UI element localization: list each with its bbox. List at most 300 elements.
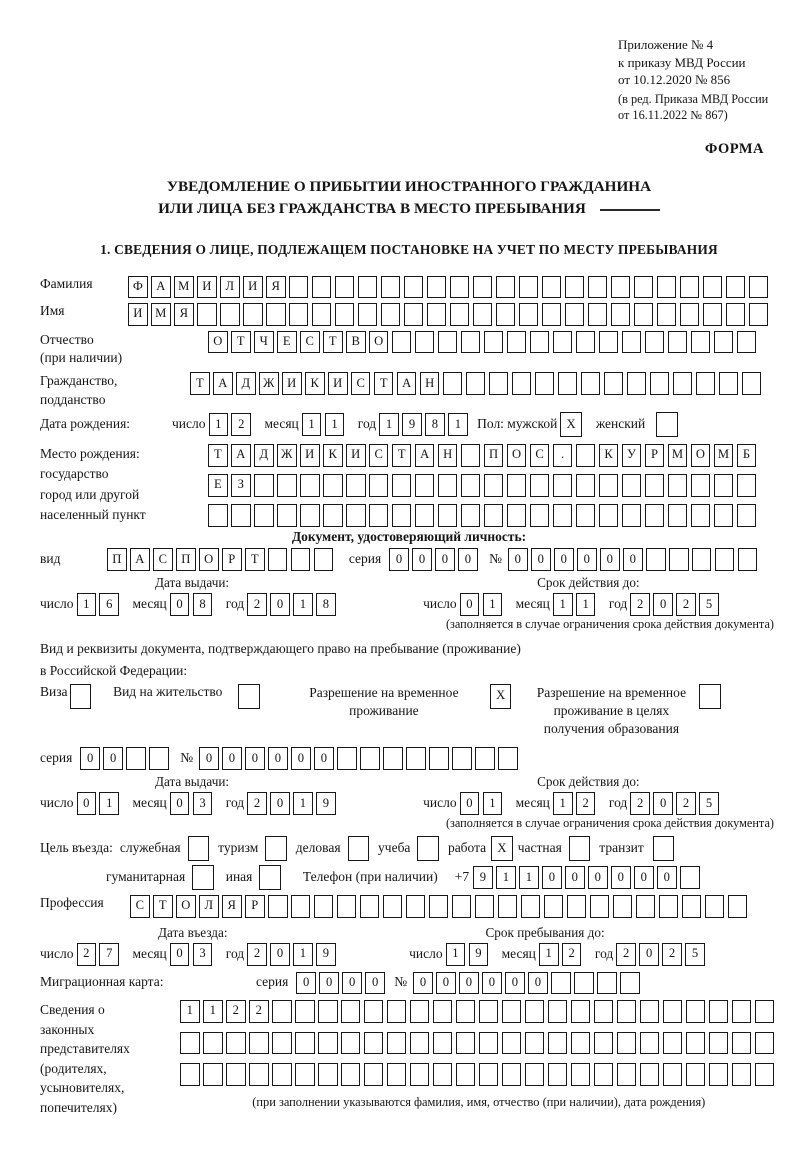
char-box[interactable]: 0 <box>639 943 659 966</box>
char-box[interactable] <box>266 303 286 326</box>
char-box[interactable]: П <box>484 444 504 467</box>
char-box[interactable]: 0 <box>77 792 97 815</box>
char-box[interactable] <box>466 372 486 395</box>
char-box[interactable]: 0 <box>577 548 597 571</box>
char-box[interactable] <box>548 1000 568 1023</box>
char-box[interactable] <box>489 372 509 395</box>
char-box[interactable]: Т <box>208 444 228 467</box>
char-box[interactable]: 0 <box>268 747 288 770</box>
char-box[interactable] <box>337 895 357 918</box>
char-box[interactable] <box>535 372 555 395</box>
char-box[interactable] <box>456 1032 476 1055</box>
char-box[interactable] <box>383 747 403 770</box>
char-box[interactable] <box>553 504 573 527</box>
char-box[interactable]: . <box>553 444 573 467</box>
char-box[interactable] <box>323 504 343 527</box>
char-box[interactable] <box>358 303 378 326</box>
char-box[interactable] <box>417 836 439 861</box>
char-box[interactable] <box>709 1063 729 1086</box>
char-box[interactable] <box>289 303 309 326</box>
char-box[interactable] <box>525 1032 545 1055</box>
char-box[interactable]: 1 <box>483 593 503 616</box>
char-box[interactable]: 1 <box>576 593 596 616</box>
char-box[interactable] <box>346 474 366 497</box>
char-box[interactable] <box>653 836 675 861</box>
char-box[interactable] <box>645 474 665 497</box>
char-box[interactable]: 2 <box>576 792 596 815</box>
char-box[interactable] <box>188 836 210 861</box>
char-box[interactable]: 1 <box>99 792 119 815</box>
char-box[interactable]: 9 <box>316 943 336 966</box>
char-box[interactable]: 1 <box>448 413 468 436</box>
char-box[interactable]: 0 <box>436 972 456 995</box>
char-box[interactable] <box>604 372 624 395</box>
char-box[interactable]: Ф <box>128 276 148 299</box>
char-box[interactable]: 0 <box>482 972 502 995</box>
char-box[interactable]: Р <box>245 895 265 918</box>
char-box[interactable]: 2 <box>662 943 682 966</box>
char-box[interactable] <box>742 372 762 395</box>
char-box[interactable]: М <box>151 303 171 326</box>
char-box[interactable] <box>705 895 725 918</box>
char-box[interactable] <box>668 474 688 497</box>
char-box[interactable]: 5 <box>685 943 705 966</box>
char-box[interactable] <box>452 747 472 770</box>
char-box[interactable]: 0 <box>314 747 334 770</box>
char-box[interactable]: 1 <box>302 413 322 436</box>
char-box[interactable]: А <box>415 444 435 467</box>
char-box[interactable]: К <box>599 444 619 467</box>
char-box[interactable]: Т <box>323 331 343 354</box>
char-box[interactable] <box>640 1000 660 1023</box>
char-box[interactable] <box>404 303 424 326</box>
char-box[interactable]: 0 <box>170 943 190 966</box>
char-box[interactable]: 3 <box>193 792 213 815</box>
char-box[interactable] <box>254 474 274 497</box>
char-box[interactable]: 5 <box>699 593 719 616</box>
char-box[interactable] <box>197 303 217 326</box>
char-box[interactable] <box>686 1000 706 1023</box>
char-box[interactable] <box>479 1063 499 1086</box>
char-box[interactable] <box>542 303 562 326</box>
char-box[interactable] <box>433 1032 453 1055</box>
char-box[interactable] <box>410 1000 430 1023</box>
char-box[interactable] <box>544 895 564 918</box>
char-box[interactable] <box>461 444 481 467</box>
char-box[interactable]: С <box>153 548 173 571</box>
char-box[interactable]: И <box>128 303 148 326</box>
char-box[interactable]: О <box>507 444 527 467</box>
char-box[interactable]: 0 <box>460 792 480 815</box>
char-box[interactable] <box>272 1063 292 1086</box>
char-box[interactable] <box>433 1063 453 1086</box>
char-box[interactable]: О <box>208 331 228 354</box>
char-box[interactable] <box>574 972 594 995</box>
char-box[interactable] <box>473 276 493 299</box>
char-box[interactable] <box>597 972 617 995</box>
char-box[interactable]: 0 <box>600 548 620 571</box>
char-box[interactable] <box>512 372 532 395</box>
char-box[interactable] <box>381 276 401 299</box>
char-box[interactable] <box>656 412 678 437</box>
char-box[interactable]: О <box>176 895 196 918</box>
char-box[interactable] <box>438 504 458 527</box>
char-box[interactable] <box>558 372 578 395</box>
char-box[interactable]: С <box>300 331 320 354</box>
char-box[interactable]: Я <box>222 895 242 918</box>
char-box[interactable] <box>364 1063 384 1086</box>
char-box[interactable] <box>346 504 366 527</box>
char-box[interactable] <box>530 474 550 497</box>
char-box[interactable]: 0 <box>80 747 100 770</box>
char-box[interactable] <box>599 331 619 354</box>
char-box[interactable] <box>673 372 693 395</box>
char-box[interactable]: 3 <box>193 943 213 966</box>
char-box[interactable] <box>507 474 527 497</box>
char-box[interactable] <box>203 1063 223 1086</box>
char-box[interactable] <box>599 504 619 527</box>
char-box[interactable] <box>732 1032 752 1055</box>
char-box[interactable] <box>254 504 274 527</box>
char-box[interactable] <box>312 276 332 299</box>
char-box[interactable]: О <box>199 548 219 571</box>
char-box[interactable]: Ж <box>259 372 279 395</box>
char-box[interactable] <box>473 303 493 326</box>
char-box[interactable] <box>617 1032 637 1055</box>
char-box[interactable]: Р <box>645 444 665 467</box>
char-box[interactable]: 0 <box>565 866 585 889</box>
char-box[interactable] <box>542 276 562 299</box>
char-box[interactable]: 0 <box>103 747 123 770</box>
char-box[interactable] <box>383 895 403 918</box>
char-box[interactable]: 2 <box>247 943 267 966</box>
char-box[interactable] <box>392 474 412 497</box>
char-box[interactable]: 1 <box>483 792 503 815</box>
char-box[interactable] <box>680 303 700 326</box>
char-box[interactable] <box>291 895 311 918</box>
char-box[interactable] <box>588 303 608 326</box>
char-box[interactable]: 0 <box>199 747 219 770</box>
char-box[interactable]: 0 <box>531 548 551 571</box>
char-box[interactable] <box>703 276 723 299</box>
char-box[interactable]: 1 <box>379 413 399 436</box>
char-box[interactable]: Т <box>392 444 412 467</box>
char-box[interactable] <box>180 1063 200 1086</box>
char-box[interactable] <box>484 504 504 527</box>
char-box[interactable]: О <box>369 331 389 354</box>
char-box[interactable] <box>565 276 585 299</box>
char-box[interactable]: 1 <box>180 1000 200 1023</box>
char-box[interactable]: 2 <box>226 1000 246 1023</box>
char-box[interactable] <box>456 1063 476 1086</box>
char-box[interactable] <box>295 1063 315 1086</box>
char-box[interactable] <box>479 1032 499 1055</box>
char-box[interactable]: А <box>213 372 233 395</box>
char-box[interactable]: Ж <box>277 444 297 467</box>
char-box[interactable]: 1 <box>553 593 573 616</box>
char-box[interactable] <box>696 372 716 395</box>
char-box[interactable] <box>427 276 447 299</box>
char-box[interactable] <box>636 895 656 918</box>
char-box[interactable] <box>318 1032 338 1055</box>
char-box[interactable] <box>659 895 679 918</box>
char-box[interactable] <box>461 474 481 497</box>
char-box[interactable] <box>415 504 435 527</box>
char-box[interactable]: 0 <box>505 972 525 995</box>
char-box[interactable]: 2 <box>231 413 251 436</box>
char-box[interactable] <box>364 1032 384 1055</box>
char-box[interactable] <box>381 303 401 326</box>
char-box[interactable] <box>433 1000 453 1023</box>
char-box[interactable] <box>507 331 527 354</box>
char-box[interactable] <box>502 1000 522 1023</box>
char-box[interactable] <box>265 836 287 861</box>
char-box[interactable] <box>755 1063 775 1086</box>
char-box[interactable] <box>149 747 169 770</box>
char-box[interactable]: 2 <box>630 593 650 616</box>
char-box[interactable]: А <box>130 548 150 571</box>
char-box[interactable] <box>335 303 355 326</box>
char-box[interactable] <box>456 1000 476 1023</box>
char-box[interactable] <box>737 331 757 354</box>
char-box[interactable]: 2 <box>562 943 582 966</box>
char-box[interactable] <box>576 444 596 467</box>
char-box[interactable] <box>314 895 334 918</box>
char-box[interactable]: 9 <box>316 792 336 815</box>
char-box[interactable] <box>295 1032 315 1055</box>
char-box[interactable] <box>364 1000 384 1023</box>
char-box[interactable]: И <box>346 444 366 467</box>
char-box[interactable] <box>737 504 757 527</box>
char-box[interactable] <box>645 331 665 354</box>
char-box[interactable] <box>634 276 654 299</box>
char-box[interactable] <box>680 276 700 299</box>
char-box[interactable] <box>622 474 642 497</box>
char-box[interactable]: П <box>107 548 127 571</box>
char-box[interactable]: Л <box>220 276 240 299</box>
char-box[interactable] <box>691 504 711 527</box>
char-box[interactable]: 0 <box>342 972 362 995</box>
char-box[interactable] <box>484 474 504 497</box>
char-box[interactable]: 1 <box>553 792 573 815</box>
char-box[interactable] <box>617 1063 637 1086</box>
char-box[interactable]: 1 <box>519 866 539 889</box>
char-box[interactable] <box>277 474 297 497</box>
char-box[interactable] <box>576 474 596 497</box>
char-box[interactable] <box>410 1032 430 1055</box>
char-box[interactable] <box>737 474 757 497</box>
char-box[interactable] <box>243 303 263 326</box>
char-box[interactable] <box>634 303 654 326</box>
char-box[interactable]: 2 <box>247 593 267 616</box>
char-box[interactable] <box>387 1063 407 1086</box>
char-box[interactable]: Л <box>199 895 219 918</box>
char-box[interactable] <box>617 1000 637 1023</box>
char-box[interactable] <box>692 548 712 571</box>
char-box[interactable] <box>272 1000 292 1023</box>
char-box[interactable] <box>335 276 355 299</box>
char-box[interactable] <box>657 276 677 299</box>
char-box[interactable] <box>663 1032 683 1055</box>
char-box[interactable] <box>699 684 721 709</box>
char-box[interactable] <box>387 1032 407 1055</box>
char-box[interactable] <box>475 895 495 918</box>
char-box[interactable] <box>519 303 539 326</box>
char-box[interactable] <box>438 474 458 497</box>
char-box[interactable] <box>640 1032 660 1055</box>
char-box[interactable] <box>622 331 642 354</box>
char-box[interactable] <box>726 276 746 299</box>
char-box[interactable] <box>507 504 527 527</box>
char-box[interactable] <box>581 372 601 395</box>
char-box[interactable]: Т <box>374 372 394 395</box>
char-box[interactable]: Б <box>737 444 757 467</box>
char-box[interactable]: С <box>530 444 550 467</box>
char-box[interactable]: А <box>231 444 251 467</box>
char-box[interactable]: И <box>243 276 263 299</box>
char-box[interactable] <box>749 303 769 326</box>
char-box[interactable] <box>249 1063 269 1086</box>
char-box[interactable] <box>691 474 711 497</box>
char-box[interactable]: А <box>151 276 171 299</box>
char-box[interactable] <box>755 1000 775 1023</box>
char-box[interactable] <box>691 331 711 354</box>
char-box[interactable] <box>502 1032 522 1055</box>
char-box[interactable]: Р <box>222 548 242 571</box>
char-box[interactable] <box>341 1063 361 1086</box>
char-box[interactable]: 0 <box>657 866 677 889</box>
char-box[interactable]: 9 <box>402 413 422 436</box>
char-box[interactable]: А <box>397 372 417 395</box>
char-box[interactable]: 0 <box>319 972 339 995</box>
char-box[interactable] <box>590 895 610 918</box>
char-box[interactable]: М <box>714 444 734 467</box>
char-box[interactable] <box>576 331 596 354</box>
char-box[interactable]: 7 <box>99 943 119 966</box>
char-box[interactable] <box>277 504 297 527</box>
char-box[interactable] <box>443 372 463 395</box>
char-box[interactable]: К <box>305 372 325 395</box>
char-box[interactable] <box>714 331 734 354</box>
char-box[interactable] <box>450 276 470 299</box>
char-box[interactable]: Д <box>236 372 256 395</box>
char-box[interactable] <box>565 303 585 326</box>
char-box[interactable] <box>438 331 458 354</box>
char-box[interactable] <box>622 504 642 527</box>
char-box[interactable] <box>594 1032 614 1055</box>
char-box[interactable] <box>337 747 357 770</box>
char-box[interactable]: 0 <box>653 792 673 815</box>
char-box[interactable]: Т <box>190 372 210 395</box>
char-box[interactable] <box>410 1063 430 1086</box>
char-box[interactable] <box>406 895 426 918</box>
char-box[interactable] <box>429 747 449 770</box>
char-box[interactable] <box>180 1032 200 1055</box>
char-box[interactable]: У <box>622 444 642 467</box>
char-box[interactable] <box>738 548 758 571</box>
char-box[interactable] <box>404 276 424 299</box>
char-box[interactable]: Т <box>153 895 173 918</box>
char-box[interactable]: М <box>668 444 688 467</box>
char-box[interactable] <box>571 1000 591 1023</box>
char-box[interactable] <box>461 504 481 527</box>
char-box[interactable] <box>314 548 334 571</box>
char-box[interactable] <box>571 1032 591 1055</box>
char-box[interactable] <box>709 1032 729 1055</box>
char-box[interactable] <box>220 303 240 326</box>
char-box[interactable] <box>571 1063 591 1086</box>
char-box[interactable]: 1 <box>446 943 466 966</box>
char-box[interactable]: П <box>176 548 196 571</box>
char-box[interactable]: 2 <box>247 792 267 815</box>
char-box[interactable]: Н <box>438 444 458 467</box>
char-box[interactable] <box>238 684 260 709</box>
char-box[interactable] <box>599 474 619 497</box>
char-box[interactable]: 0 <box>554 548 574 571</box>
char-box[interactable] <box>226 1032 246 1055</box>
char-box[interactable]: М <box>174 276 194 299</box>
char-box[interactable]: Е <box>208 474 228 497</box>
char-box[interactable] <box>358 276 378 299</box>
char-box[interactable] <box>668 504 688 527</box>
char-box[interactable] <box>646 548 666 571</box>
char-box[interactable]: 0 <box>435 548 455 571</box>
char-box[interactable]: О <box>691 444 711 467</box>
char-box[interactable] <box>295 1000 315 1023</box>
char-box[interactable] <box>289 276 309 299</box>
char-box[interactable] <box>475 747 495 770</box>
char-box[interactable] <box>291 548 311 571</box>
char-box[interactable] <box>521 895 541 918</box>
char-box[interactable] <box>594 1000 614 1023</box>
char-box[interactable] <box>567 895 587 918</box>
char-box[interactable]: 0 <box>270 792 290 815</box>
char-box[interactable]: 1 <box>496 866 516 889</box>
char-box[interactable]: В <box>346 331 366 354</box>
char-box[interactable] <box>640 1063 660 1086</box>
char-box[interactable] <box>249 1032 269 1055</box>
char-box[interactable]: 0 <box>222 747 242 770</box>
char-box[interactable] <box>530 331 550 354</box>
char-box[interactable]: 2 <box>630 792 650 815</box>
char-box[interactable] <box>203 1032 223 1055</box>
char-box[interactable] <box>548 1063 568 1086</box>
char-box[interactable]: 0 <box>542 866 562 889</box>
char-box[interactable] <box>318 1000 338 1023</box>
char-box[interactable] <box>496 303 516 326</box>
char-box[interactable] <box>259 865 281 890</box>
char-box[interactable] <box>300 504 320 527</box>
char-box[interactable] <box>703 303 723 326</box>
char-box[interactable]: 2 <box>249 1000 269 1023</box>
char-box[interactable]: 0 <box>623 548 643 571</box>
char-box[interactable] <box>502 1063 522 1086</box>
char-box[interactable] <box>551 972 571 995</box>
char-box[interactable]: 1 <box>293 943 313 966</box>
char-box[interactable]: С <box>369 444 389 467</box>
char-box[interactable]: 0 <box>291 747 311 770</box>
char-box[interactable] <box>680 866 700 889</box>
char-box[interactable]: 0 <box>460 593 480 616</box>
char-box[interactable]: Д <box>254 444 274 467</box>
char-box[interactable] <box>719 372 739 395</box>
char-box[interactable] <box>669 548 689 571</box>
char-box[interactable] <box>226 1063 246 1086</box>
char-box[interactable]: 0 <box>459 972 479 995</box>
char-box[interactable]: 0 <box>611 866 631 889</box>
char-box[interactable] <box>588 276 608 299</box>
char-box[interactable]: З <box>231 474 251 497</box>
